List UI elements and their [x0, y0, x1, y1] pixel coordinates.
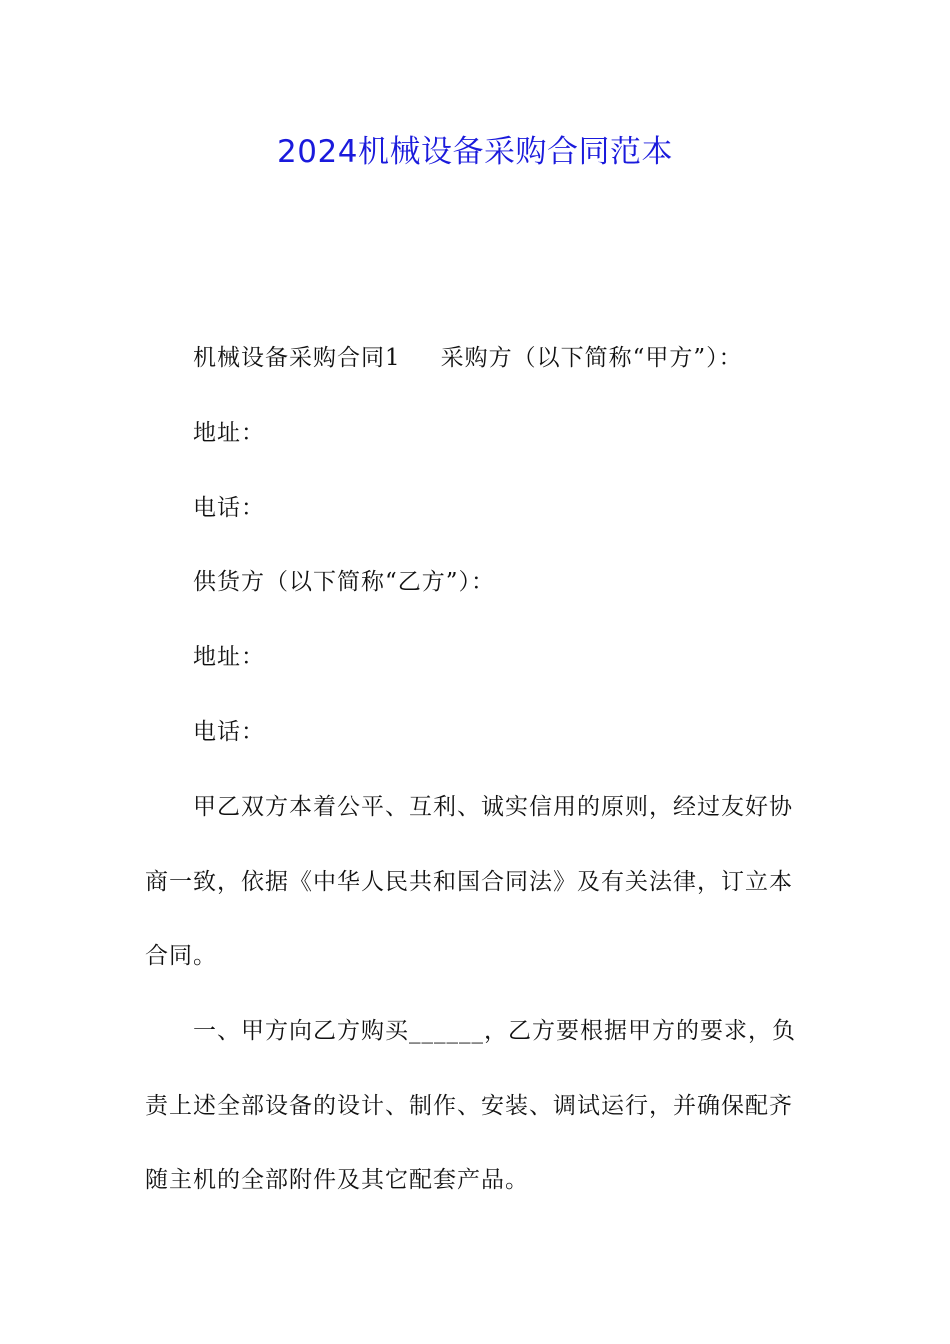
clause-one-line-1: 一、甲方向乙方购买______，乙方要根据甲方的要求，负 — [193, 1018, 796, 1044]
clause-one-line-2: 责上述全部设备的设计、制作、安装、调试运行，并确保配齐 — [145, 1093, 793, 1119]
buyer-address-label: 地址： — [193, 420, 265, 446]
supplier-label: 供货方（以下简称“乙方”）： — [193, 569, 496, 595]
paragraph-principle-line-1: 甲乙双方本着公平、互利、诚实信用的原则，经过友好协 — [193, 794, 793, 820]
buyer-phone-label: 电话： — [193, 495, 265, 521]
paragraph-principle-line-3: 合同。 — [145, 943, 217, 969]
document-title: 2024机械设备采购合同范本 — [277, 134, 673, 170]
paragraph-principle-line-2: 商一致，依据《中华人民共和国合同法》及有关法律，订立本 — [145, 869, 793, 895]
paragraph-contract-header — [145, 340, 853, 377]
supplier-phone-label: 电话： — [193, 719, 265, 745]
contract-number-label: 机械设备采购合同1 — [193, 345, 401, 371]
clause-one-line-3: 随主机的全部附件及其它配套产品。 — [145, 1167, 529, 1193]
buyer-label: 采购方（以下简称“甲方”）： — [440, 345, 743, 371]
supplier-address-label: 地址： — [193, 644, 265, 670]
